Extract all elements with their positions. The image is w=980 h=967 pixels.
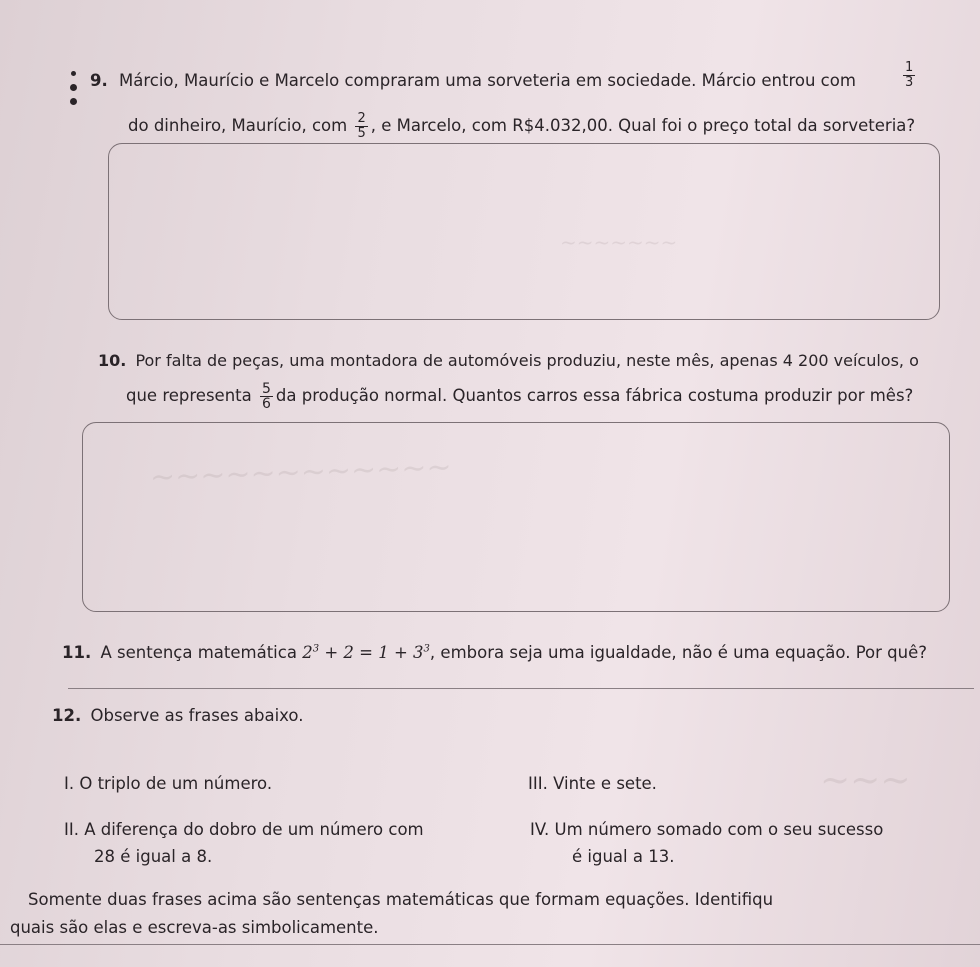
question-12-intro: 12. Observe as frases abaixo. bbox=[52, 706, 304, 725]
answer-box-9[interactable] bbox=[108, 143, 940, 320]
item-i: I. O triplo de um número. bbox=[64, 774, 273, 793]
margin-dot bbox=[71, 71, 76, 76]
question-11: 11. A sentença matemática $2^3 + 2 = 1 + 3^3$, embora seja uma igualdade, não é uma equação. Por quê? bbox=[62, 643, 928, 662]
answer-box-10[interactable] bbox=[82, 422, 950, 612]
question-number: 10. bbox=[98, 351, 127, 370]
item-iii: III. Vinte e sete. bbox=[528, 774, 657, 793]
item-ii-line1: II. A diferença do dobro de um número com bbox=[64, 820, 424, 839]
margin-dot bbox=[70, 84, 77, 91]
question-9 bbox=[90, 71, 856, 90]
answer-line-11[interactable] bbox=[68, 688, 974, 689]
question-text: Por falta de peças, uma montadora de automóveis produziu, neste mês, apenas 4 200 veículos, o bbox=[135, 351, 919, 370]
bleed-through-writing: ~~~~~~~~~~~~ bbox=[149, 449, 453, 496]
margin-dot bbox=[70, 98, 77, 105]
question-10-line2: que representa $\frac{5}{6}$ da produção normal. Quantos carros essa fábrica costuma produzir por mês? bbox=[126, 381, 914, 412]
item-iv-line2: é igual a 13. bbox=[572, 847, 675, 866]
footer-line1: Somente duas frases acima são sentenças matemáticas que formam equações. Identifiqu bbox=[28, 890, 774, 909]
question-number: 11. bbox=[62, 643, 92, 662]
item-iv-line1: IV. Um número somado com o seu sucesso bbox=[530, 820, 884, 839]
answer-line-12[interactable] bbox=[0, 944, 980, 945]
footer-line2: quais são elas e escreva-as simbolicamente. bbox=[10, 918, 379, 937]
bleed-through-writing: ~~~~~~~ bbox=[560, 230, 678, 254]
question-number: 12. bbox=[52, 706, 82, 725]
question-9-line2: do dinheiro, Maurício, com $\frac{2}{5}$ , e Marcelo, com R$4.032,00. Qual foi o preço total da sorveteria? bbox=[128, 111, 916, 141]
fraction-two-fifths: $\frac{2}{5}$ bbox=[357, 111, 366, 141]
question-text: Márcio, Maurício e Marcelo compraram uma sorveteria em sociedade. Márcio entrou com bbox=[119, 71, 856, 90]
fraction-one-third: $\frac{1}{3}$ bbox=[905, 60, 914, 90]
bleed-through-writing: ~~~ bbox=[820, 760, 911, 801]
fraction-five-sixths: $\frac{5}{6}$ bbox=[261, 381, 271, 412]
question-10 bbox=[98, 351, 919, 370]
equation: $2^3 + 2 = 1 + 3^3$ bbox=[302, 643, 430, 662]
question-number: 9. bbox=[90, 71, 108, 90]
item-ii-line2: 28 é igual a 8. bbox=[94, 847, 213, 866]
